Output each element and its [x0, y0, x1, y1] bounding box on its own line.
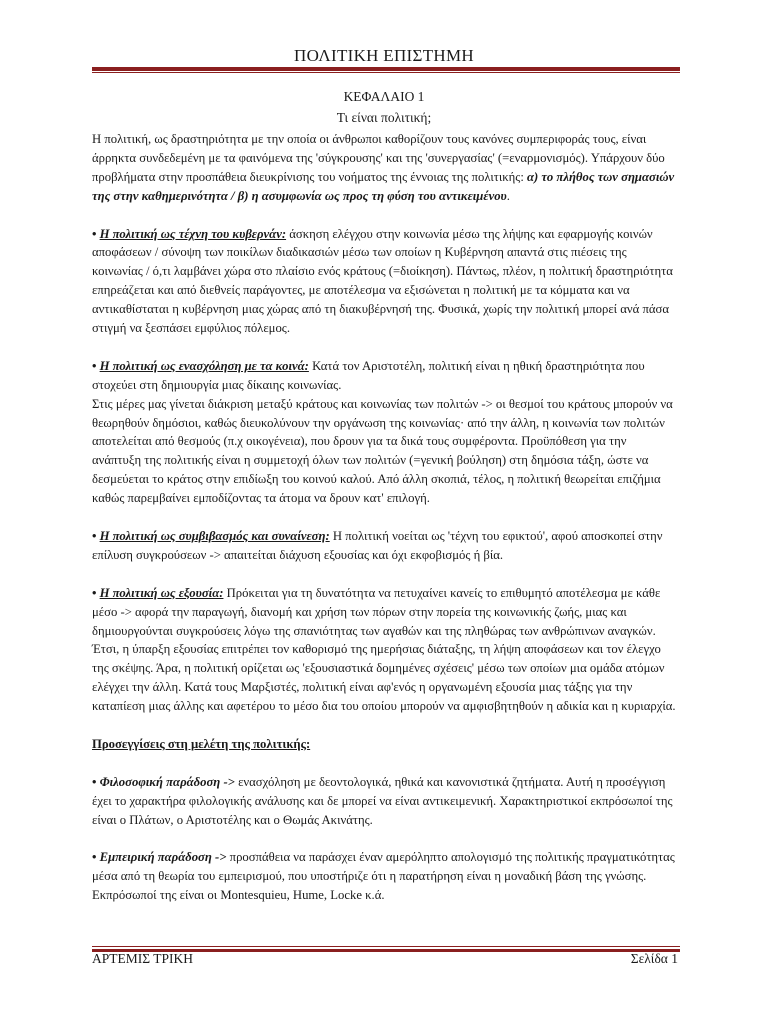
approaches-heading: Προσεγγίσεις στη μελέτη της πολιτικής:	[92, 736, 311, 751]
section-text: Η πολιτική νοείται ως 'τέχνη του εφικτού', αφού αποσκοπεί στην επίλυση συγκρούσεων -> απαιτείται διάχυση εξουσίας και όχι εκφοβισμός ή βία.	[92, 528, 663, 562]
bullet: •	[92, 774, 97, 789]
approach-empirical	[92, 848, 676, 905]
bullet: •	[92, 528, 97, 543]
section-public-affairs	[92, 357, 676, 395]
approach-label: Εμπειρική παράδοση ->	[99, 850, 227, 865]
bullet: •	[92, 358, 97, 373]
intro-paragraph	[92, 130, 676, 206]
document-body	[92, 130, 676, 905]
chapter-heading	[0, 86, 768, 128]
intro-text: Η πολιτική, ως δραστηριότητα με την οποία οι άνθρωποι καθορίζουν τους κανόνες συμπεριφοράς τους, είναι άρρηκτα συνδεδεμένη με τα φαινόμενα της 'σύγκρουσης' και της 'συνεργασίας' (=εναρμονισμός). Υπάρχουν δύο προβλήματα στην προσπάθεια διευκρίνισης του νοήματος της έννοιας της πολιτικής:	[92, 132, 665, 184]
section-text: Κατά τον Αριστοτέλη, πολιτική είναι η ηθική δραστηριότητα που στοχεύει στη δημιουργία μιας δίκαιης κοινωνίας.	[92, 358, 645, 392]
section-text: άσκηση ελέγχου στην κοινωνία μέσω της λήψης και εφαρμογής κοινών αποφάσεων / σύνοψη των ποικίλων διαδικασιών μέσω των οποίων η Κυβέρνηση απαντά στις πιέσεις της κοινωνίας / ό,τι λαμβάνει χώρα στο πλαίσιο ενός κράτους (=διοίκηση). Πάντως, πλέον, η πολιτική δραστηριότητα επηρεάζεται και από διεθνείς παράγοντες, με αποτέλεσμα να εξισώνεται η πολιτική με τα κόμματα και να αντικαθίσταται η κυβέρνηση μιας χώρας από τη διακυβέρνησή της. Φυσικά, χωρίς την πολιτική μπορεί ανά πάσα στιγμή να ξεσπάσει εμφύλιος πόλεμος.	[92, 226, 673, 336]
header-rule	[92, 67, 680, 73]
bullet: •	[92, 850, 97, 865]
section-heading: Η πολιτική ως συμβιβασμός και συναίνεση:	[99, 528, 330, 543]
chapter-title: Τι είναι πολιτική;	[336, 110, 432, 125]
approach-text: ενασχόληση με δεοντολογικά, ηθικά και κανονιστικά ζητήματα. Αυτή η προσέγγιση έχει το χαρακτήρα φιλολογικής ανάλυσης και δε μπορεί να είναι αντικειμενική. Χαρακτηριστικοί εκπρόσωποί της είναι ο Πλάτων, ο Αριστοτέλης και ο Θωμάς Ακινάτης.	[92, 774, 673, 827]
bullet: •	[92, 585, 97, 600]
footer-page-number: Σελίδα 1	[630, 951, 678, 966]
section-power	[92, 584, 676, 716]
page-title: ΠΟΛΙΤΙΚΗ ΕΠΙΣΤΗΜΗ	[294, 46, 474, 65]
footer-rule	[92, 946, 680, 947]
section-compromise	[92, 527, 676, 565]
section-heading: Η πολιτική ως εξουσία:	[99, 585, 224, 600]
approach-text: προσπάθεια να παράσχει έναν αμερόληπτο απολογισμό της πολιτικής πραγματικότητας μέσα από τη θεωρία του εμπειρισμού, που υποστήριζε ότι η παρατήρηση είναι η μοναδική βάση της γνώσης. Εκπρόσωποί της είναι οι Montesquieu, Hume, Locke κ.ά.	[92, 850, 675, 903]
section-heading: Η πολιτική ως ενασχόληση με τα κοινά:	[99, 358, 309, 373]
approach-label: Φιλοσοφική παράδοση ->	[99, 774, 235, 789]
chapter-number: ΚΕΦΑΛΑΙΟ 1	[343, 89, 425, 104]
section-public-affairs-cont: Στις μέρες μας γίνεται διάκριση μεταξύ κράτους και κοινωνίας των πολιτών -> οι θεσμοί του κράτους μπορούν να θεωρηθούν δημόσιοι, καθώς διευκολύνουν την οργάνωση της κοινωνίας· από την άλλη, η κοινωνία των πολιτών αποτελείται από θεσμούς (π.χ οικογένεια), που δρουν για τα δικά τους συμφέροντα. Προϋπόθεση για την ανάπτυξη της πολιτικής είναι η συμμετοχή όλων των πολιτών (=γενική βούληση) στη δημόσια τάξη, ώστε να δεσμεύεται το κράτος στην επιδίωξη του κοινού καλού. Από άλλη σκοπιά, τέλος, η πολιτική θεωρείται επιζήμια καθώς παρεμβαίνει εμποδίζοντας τα άτομα να δρουν κατ' επιλογή.	[92, 396, 673, 506]
intro-end: .	[506, 188, 510, 203]
approach-philosophical	[92, 773, 676, 830]
section-heading: Η πολιτική ως τέχνη του κυβερνάν:	[99, 226, 287, 241]
bullet: •	[92, 226, 97, 241]
section-governance	[92, 225, 676, 338]
section-text: Πρόκειται για τη δυνατότητα να πετυχαίνει κανείς το επιθυμητό αποτέλεσμα με κάθε μέσο -> αφορά την παραγωγή, διανομή και χρήση των πόρων στην πορεία της κοινωνικής ζωής, μιας και δημιουργούνται συγκρούσεις λόγω της σπανιότητας των αγαθών και της πληθώρας των ανθρώπινων αναγκών. Έτσι, η ύπαρξη εξουσίας επιτρέπει τον καθορισμό της ημερήσιας διάταξης, τη λήψη αποφάσεων και τον έλεγχο της σκέψης. Άρα, η πολιτική ορίζεται ως 'εξουσιαστικά δομημένες σχέσεις' μέσω των οποίων μια ομάδα ατόμων ελέγχει την άλλη. Κατά τους Μαρξιστές, πολιτική είναι αφ'ενός η οργανωμένη εξουσία μιας τάξης για την καταπίεση μιας άλλης και αφετέρου το μέσο δια του οποίου μπορούν να αμφισβητηθούν η αδικία και η κυριαρχία.	[92, 585, 676, 714]
footer-author: ΑΡΤΕΜΙΣ ΤΡΙΚΗ	[92, 951, 193, 966]
intro-emphasis: α) το πλήθος των σημασιών της στην καθημερινότητα / β) η ασυμφωνία ως προς τη φύση του αντικειμένου	[92, 169, 675, 203]
